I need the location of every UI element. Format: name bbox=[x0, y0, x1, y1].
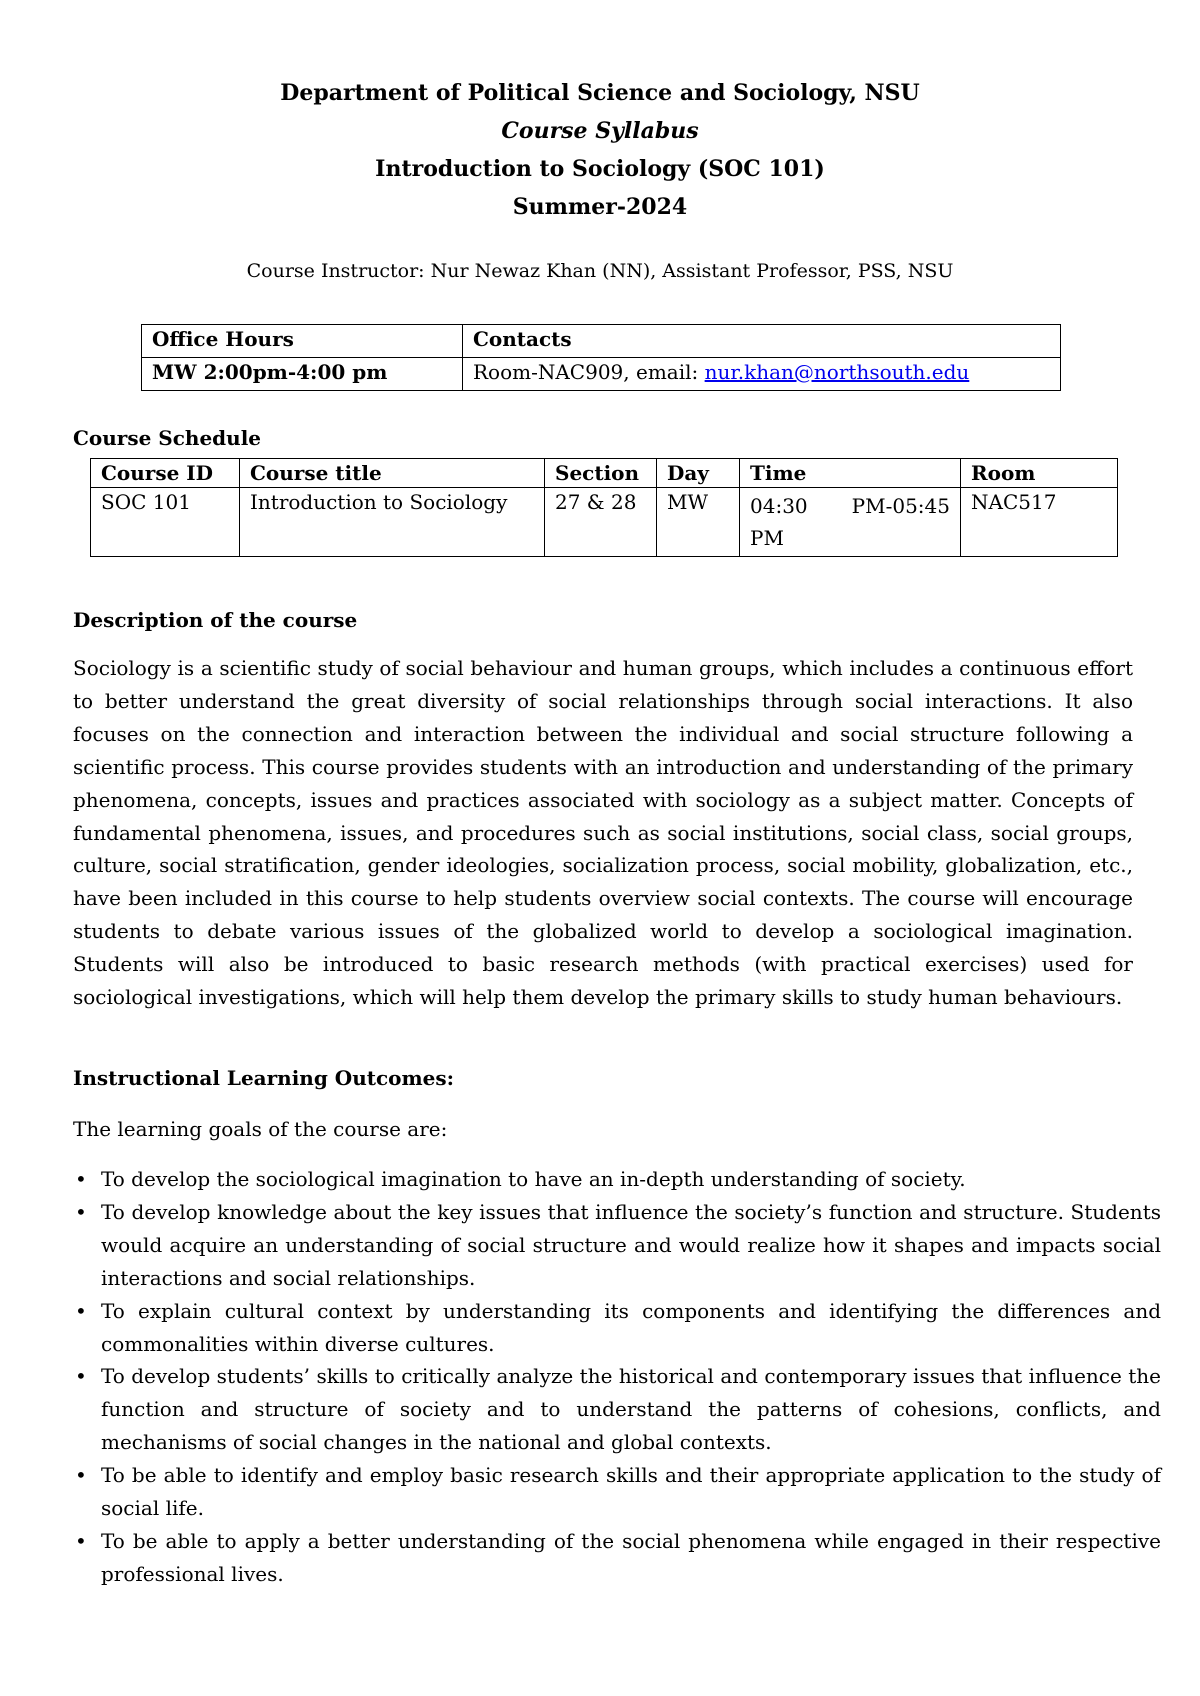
cell-course-title: Introduction to Sociology bbox=[240, 488, 545, 557]
description-text: Sociology is a scientific study of social behaviour and human groups, which includes a continuous effort to better understand the great diversity of social relationships through social interactions. It also focuses on the connection and interaction between the individual and social structure following a scientific process. This course provides students with an introduction and understanding of the primary phenomena, concepts, issues and practices associated with sociology as a subject matter. Concepts of fundamental phenomena, issues, and procedures such as social institutions, social class, social groups, culture, social stratification, gender ideologies, socialization process, social mobility, globalization, etc., have been included in this course to help students overview social contexts. The course will encourage students to debate various issues of the globalized world to develop a sociological imagination. Students will also be introduced to basic research methods (with practical exercises) used for sociological investigations, which will help them develop the primary skills to study human behaviours. bbox=[73, 656, 1133, 1010]
header-office-hours: Office Hours bbox=[142, 325, 463, 358]
list-item: • To develop the sociological imagination to have an in-depth understanding of society. bbox=[101, 1163, 1161, 1196]
course-name: Introduction to Sociology (SOC 101) bbox=[375, 156, 825, 182]
table-row bbox=[142, 358, 1061, 391]
list-item: • To be able to apply a better understanding of the social phenomena while engaged in their respective professional lives. bbox=[101, 1525, 1161, 1591]
cell-course-id: SOC 101 bbox=[91, 488, 240, 557]
list-item: • To explain cultural context by understanding its components and identifying the differences and commonalities within diverse cultures. bbox=[101, 1295, 1161, 1361]
table-row bbox=[142, 325, 1061, 358]
outcomes-title: Instructional Learning Outcomes: bbox=[73, 1066, 455, 1090]
cell-time: 04:30 PM-05:45 PM bbox=[740, 488, 961, 557]
description-title: Description of the course bbox=[73, 608, 358, 632]
office-hours-table bbox=[141, 324, 1061, 391]
outcomes-list bbox=[73, 1163, 1161, 1591]
room-text: Room-NAC909, email: bbox=[473, 360, 705, 384]
document-header bbox=[0, 74, 1200, 226]
header-course-title: Course title bbox=[240, 459, 545, 488]
list-item: • To be able to identify and employ basic research skills and their appropriate application to the study of social life. bbox=[101, 1459, 1161, 1525]
schedule-title: Course Schedule bbox=[73, 426, 262, 450]
cell-day: MW bbox=[657, 488, 740, 557]
cell-section: 27 & 28 bbox=[545, 488, 657, 557]
table-row bbox=[91, 488, 1118, 557]
cell-room: NAC517 bbox=[961, 488, 1118, 557]
header-contacts: Contacts bbox=[463, 325, 1061, 358]
header-day: Day bbox=[657, 459, 740, 488]
document-type: Course Syllabus bbox=[501, 118, 699, 144]
header-time: Time bbox=[740, 459, 961, 488]
course-schedule-table bbox=[90, 458, 1118, 557]
list-item: • To develop students’ skills to critically analyze the historical and contemporary issues that influence the function and structure of society and to understand the patterns of cohesions, conflicts, and mechanisms of social changes in the national and global contexts. bbox=[101, 1360, 1161, 1459]
outcomes-intro: The learning goals of the course are: bbox=[73, 1117, 448, 1141]
email-link[interactable]: nur.khan@northsouth.edu bbox=[704, 360, 970, 384]
department-title: Department of Political Science and Sociology, NSU bbox=[280, 80, 920, 106]
office-hours-value: MW 2:00pm-4:00 pm bbox=[142, 358, 463, 391]
header-course-id: Course ID bbox=[91, 459, 240, 488]
header-room: Room bbox=[961, 459, 1118, 488]
header-section: Section bbox=[545, 459, 657, 488]
contacts-value bbox=[463, 358, 1061, 391]
instructor-line: Course Instructor: Nur Newaz Khan (NN), Assistant Professor, PSS, NSU bbox=[246, 260, 954, 282]
table-row bbox=[91, 459, 1118, 488]
term: Summer-2024 bbox=[512, 194, 688, 220]
list-item: • To develop knowledge about the key issues that influence the society’s function and structure. Students would acquire an understanding of social structure and would realize how it shapes and impacts social interactions and social relationships. bbox=[101, 1196, 1161, 1295]
